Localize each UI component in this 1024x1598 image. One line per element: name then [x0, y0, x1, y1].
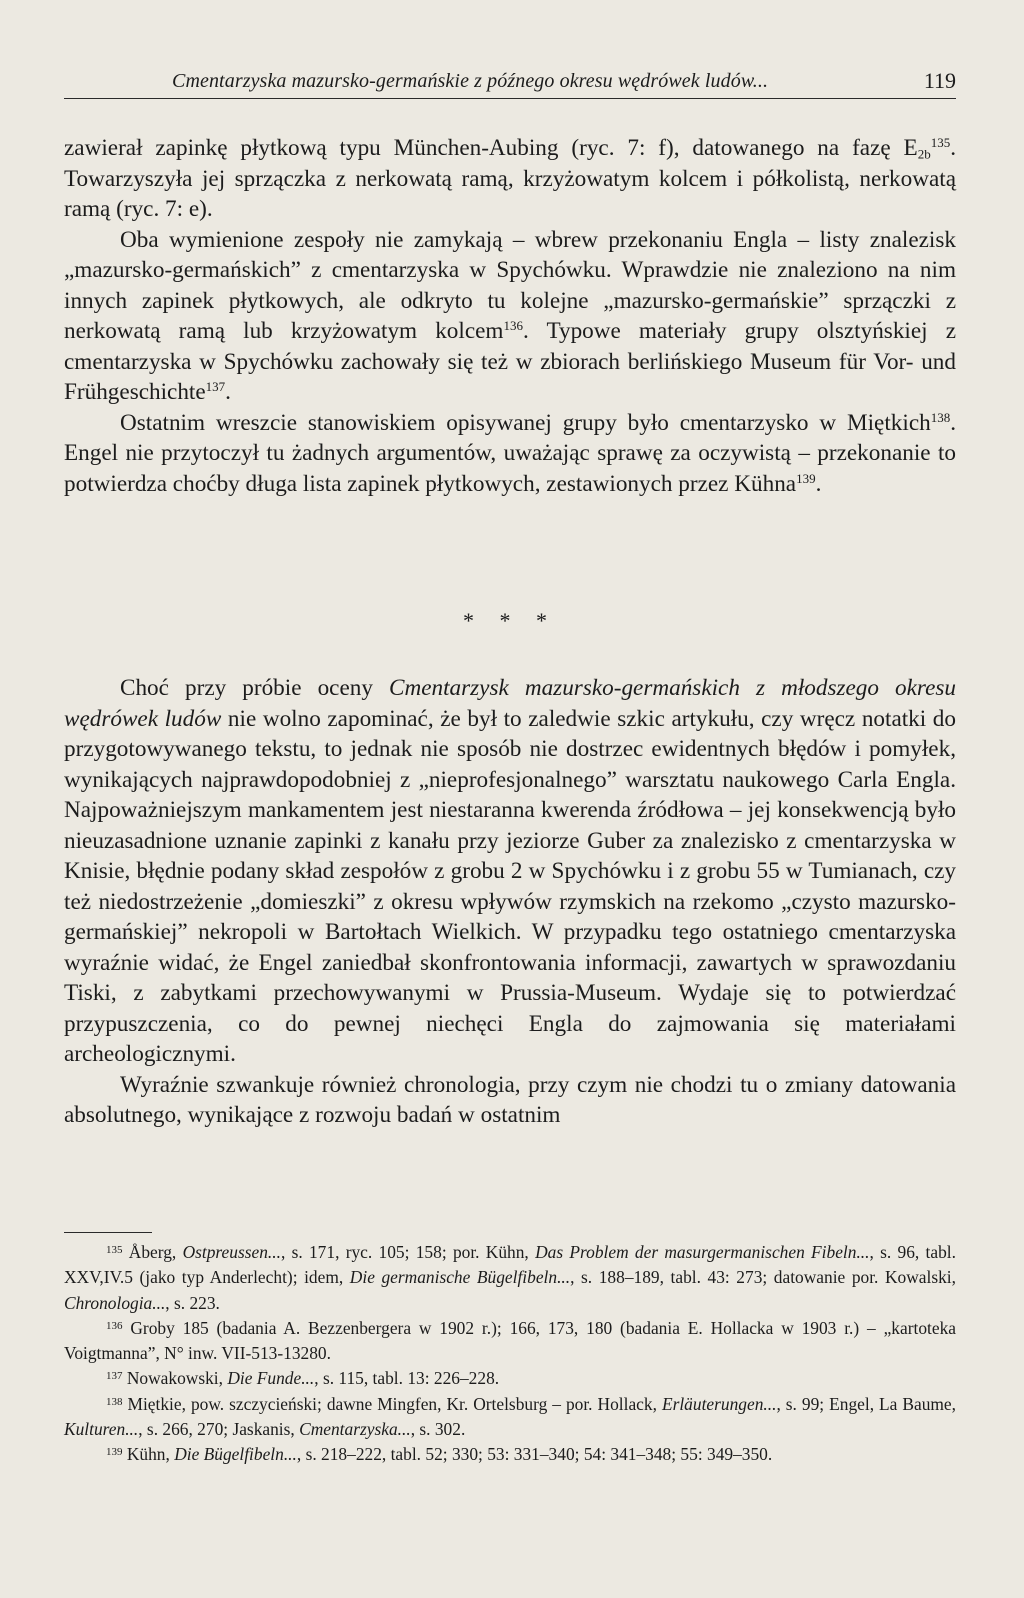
paragraph: zawierał zapinkę płytkową typu München-Aubing (ryc. 7: f), datowanego na fazę $E_{2b}^{135}$. Towarzyszyła jej sprzączka z nerkowatą ramą, krzyżowatym kolcem i półkolistą, nerkowatą ramą (ryc. 7: e).: [64, 135, 956, 222]
footnote-138: $^{138}$ Miętkie, pow. szczycieński; dawne Mingfen, Kr. Ortelsburg – por. Hollack, Erläuterungen..., s. 99; Engel, La Baume, Kulturen..., s. 266, 270; Jaskanis, Cmentarzyska..., s. 302.: [64, 1393, 956, 1440]
section-separator: * * *: [463, 608, 557, 633]
footnote-number: 138: [106, 1395, 123, 1408]
body-section-1: [64, 133, 956, 499]
footnote-number: 137: [106, 1370, 123, 1383]
footnote-number: 136: [106, 1319, 123, 1332]
page-number: 119: [923, 68, 956, 93]
paragraph: Ostatnim wreszcie stanowiskiem opisywanej grupy było cmentarzysko w Miętkich$^{138}$. Engel nie przytoczył tu żadnych argumentów, uważając sprawę za oczywistą – przekonanie to potwierdza choćby długa lista zapinek płytkowych, zestawionych przez Kühna$^{139}$.: [64, 409, 956, 497]
footnote-137: $^{137}$ Nowakowski, Die Funde..., s. 115, tabl. 13: 226–228.: [106, 1368, 500, 1389]
running-title: Cmentarzyska mazursko-germańskie z późnego okresu wędrówek ludów...: [172, 70, 769, 92]
footnote-136: $^{136}$ Groby 185 (badania A. Bezzenbergera w 1902 r.); 166, 173, 180 (badania E. Hollacka w 1903 r.) – „kartoteka Voigtmanna”, N° inw. VII-513-13280.: [64, 1317, 956, 1364]
paragraph: Choć przy próbie oceny Cmentarzysk mazursko-germańskich z młodszego okresu wędrówek ludów nie wolno zapominać, że był to zaledwie szkic artykułu, czy wręcz notatki do przygotowywanego tekstu, to jednak nie sposób nie dostrzec ewidentnych błędów i pomyłek, wynikających najprawdopodobniej z „nieprofesjonalnego” warsztatu naukowego Carla Engla. Najpoważniejszym mankamentem jest niestaranna kwerenda źródłowa – jej konsekwencją było nieuzasadnione uznanie zapinki z kanału przy jeziorze Guber za znalezisko z cmentarzyska w Knisie, błędnie podany skład zespołów z grobu 2 w Spychówku i z grobu 55 w Tumianach, czy też niedostrzeżenie „domieszki” z okresu wpływów rzymskich na rzekomo „czysto mazursko-germańskiej” nekropoli w Bartołtach Wielkich. W przypadku tego ostatniego cmentarzyska wyraźnie widać, że Engel zaniedbał skonfrontowania informacji, zawartych w sprawozdaniu Tiski, z zabytkami przechowywanymi w Prussia-Museum. Wydaje się to potwierdzać przypuszczenia, co do pewnej niechęci Engla do zajmowania się materiałami archeologicznymi.: [64, 675, 957, 1067]
paragraph: Wyraźnie szwankuje również chronologia, przy czym nie chodzi tu o zmiany datowania absolutnego, wynikające z rozwoju badań w ostatnim: [64, 1071, 956, 1128]
footnote-139: $^{139}$ Kühn, Die Bügelfibeln..., s. 218–222, tabl. 52; 330; 53: 331–340; 54: 341–348; 55: 349–350.: [106, 1444, 773, 1465]
footnote-rule: [64, 1232, 152, 1233]
footnote-135: $^{135}$ Åberg, Ostpreussen..., s. 171, ryc. 105; 158; por. Kühn, Das Problem der masurgermanischen Fibeln..., s. 96, tabl. XXV,IV.5 (jako typ Anderlecht); idem, Die germanische Bügelfibeln..., s. 188–189, tabl. 43: 273; datowanie por. Kowalski, Chronologia..., s. 223.: [64, 1242, 956, 1313]
footnotes: [64, 1240, 956, 1468]
running-header: [64, 68, 956, 99]
body-section-2: [64, 673, 956, 1131]
footnote-number: 139: [106, 1446, 123, 1459]
footnote-number: 135: [106, 1244, 123, 1257]
paragraph: Oba wymienione zespoły nie zamykają – wbrew przekonaniu Engla – listy znalezisk „mazursko-germańskich” z cmentarzyska w Spychówku. Wprawdzie nie znaleziono na nim innych zapinek płytkowych, ale odkryto tu kolejne „mazursko-germańskie” sprzączki z nerkowatą ramą lub krzyżowatym kolcem$^{136}$. Typowe materiały grupy olsztyńskiej z cmentarzyska w Spychówku zachowały się też w zbiorach berlińskiego Museum für Vor- und Frühgeschichte$^{137}$.: [64, 226, 956, 405]
